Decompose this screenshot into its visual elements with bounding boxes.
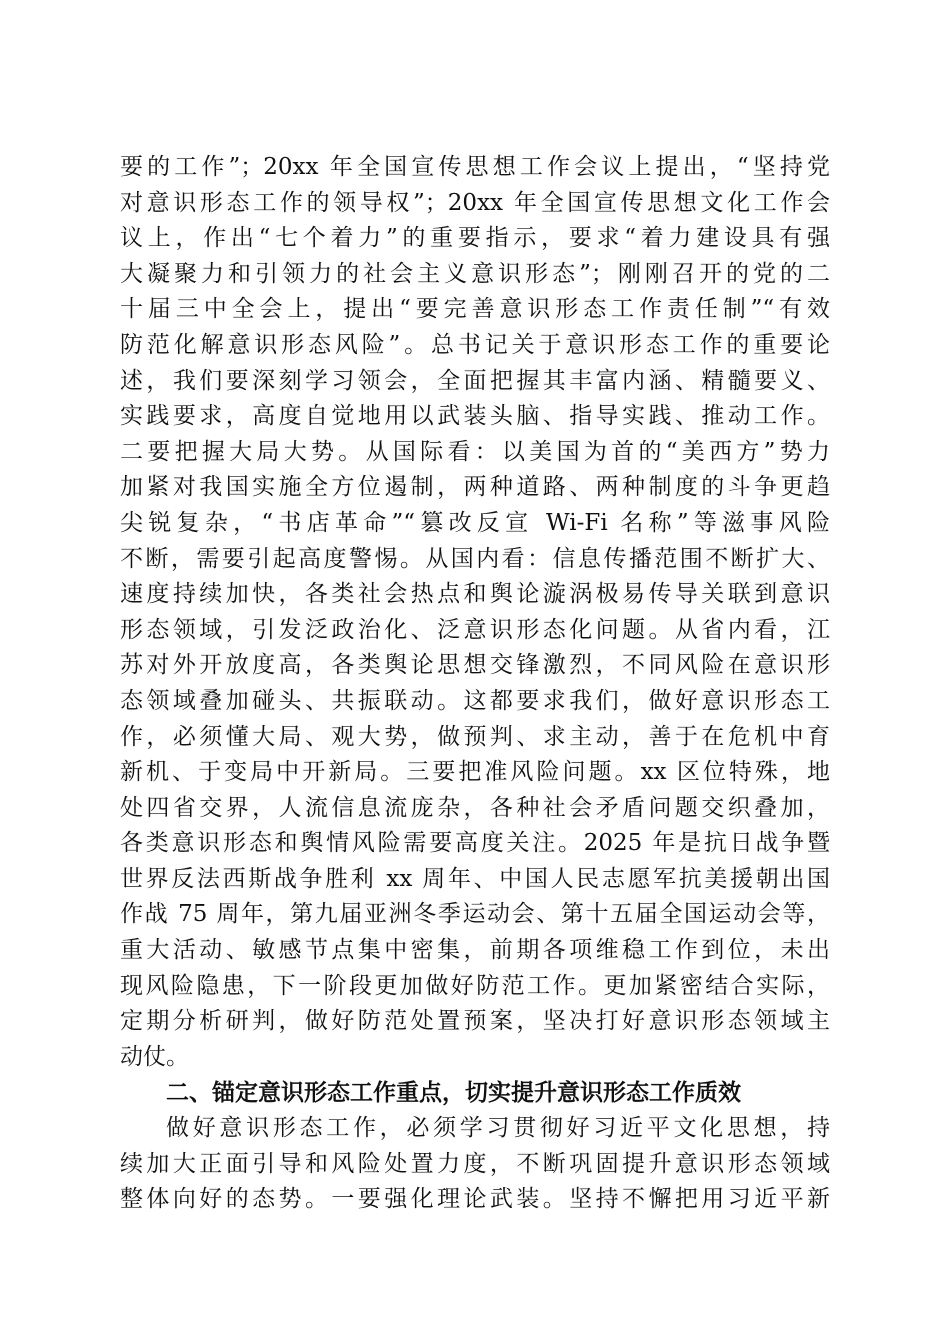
body-line: 防范化解意识形态风险”。总书记关于意识形态工作的重要论 — [120, 331, 830, 358]
body-line: 议上，作出“七个着力”的重要指示，要求“着力建设具有强 — [120, 225, 830, 252]
body-line: 对意识形态工作的领导权”；20xx 年全国宣传思想文化工作会 — [120, 189, 830, 216]
body-line: 世界反法西斯战争胜利 xx 周年、中国人民志愿军抗美援朝出国 — [120, 865, 830, 892]
body-line: 大凝聚力和引领力的社会主义意识形态”；刚刚召开的党的二 — [120, 260, 830, 287]
section-heading: 二、锚定意识形态工作重点，切实提升意识形态工作质效 — [166, 1079, 741, 1107]
body-line: 续加大正面引导和风险处置力度，不断巩固提升意识形态领域 — [120, 1150, 830, 1177]
body-line: 十届三中全会上，提出“要完善意识形态工作责任制”“有效 — [120, 296, 830, 323]
body-line: 各类意识形态和舆情风险需要高度关注。2025 年是抗日战争暨 — [120, 830, 830, 857]
body-line: 要的工作”；20xx 年全国宣传思想工作会议上提出，“坚持党 — [120, 154, 830, 180]
body-line: 加紧对我国实施全方位遏制，两种道路、两种制度的斗争更趋 — [120, 474, 830, 501]
body-line: 做好意识形态工作，必须学习贯彻好习近平文化思想，持 — [166, 1115, 830, 1142]
body-line: 不断，需要引起高度警惕。从国内看：信息传播范围不断扩大、 — [120, 545, 830, 572]
body-line: 速度持续加快，各类社会热点和舆论漩涡极易传导关联到意识 — [120, 581, 830, 608]
document-body — [120, 150, 830, 1218]
body-line: 作，必须懂大局、观大势，做预判、求主动，善于在危机中育 — [120, 723, 830, 750]
body-line: 苏对外开放度高，各类舆论思想交锋激烈，不同风险在意识形 — [120, 652, 830, 679]
body-line: 实践要求，高度自觉地用以武装头脑、指导实践、推动工作。 — [120, 403, 830, 430]
body-line: 作战 75 周年，第九届亚洲冬季运动会、第十五届全国运动会等， — [120, 901, 830, 928]
body-line: 尖锐复杂，“书店革命”“篡改反宣 Wi-Fi 名称”等滋事风险 — [120, 509, 830, 536]
body-line: 动仗。 — [120, 1043, 189, 1070]
body-line: 处四省交界，人流信息流庞杂，各种社会矛盾问题交织叠加， — [120, 794, 830, 821]
body-line: 二要把握大局大势。从国际看：以美国为首的“美西方”势力 — [120, 438, 830, 465]
body-line: 整体向好的态势。一要强化理论武装。坚持不懈把用习近平新 — [120, 1186, 830, 1213]
body-line: 述，我们要深刻学习领会，全面把握其丰富内涵、精髓要义、 — [120, 367, 830, 394]
body-line: 新机、于变局中开新局。三要把准风险问题。xx 区位特殊，地 — [120, 759, 830, 786]
body-line: 定期分析研判，做好防范处置预案，坚决打好意识形态领域主 — [120, 1008, 830, 1035]
body-line: 现风险隐患，下一阶段更加做好防范工作。更加紧密结合实际， — [120, 972, 830, 999]
body-line: 态领域叠加碰头、共振联动。这都要求我们，做好意识形态工 — [120, 687, 830, 714]
body-line: 重大活动、敏感节点集中密集，前期各项维稳工作到位，未出 — [120, 937, 830, 964]
body-line: 形态领域，引发泛政治化、泛意识形态化问题。从省内看，江 — [120, 616, 830, 643]
